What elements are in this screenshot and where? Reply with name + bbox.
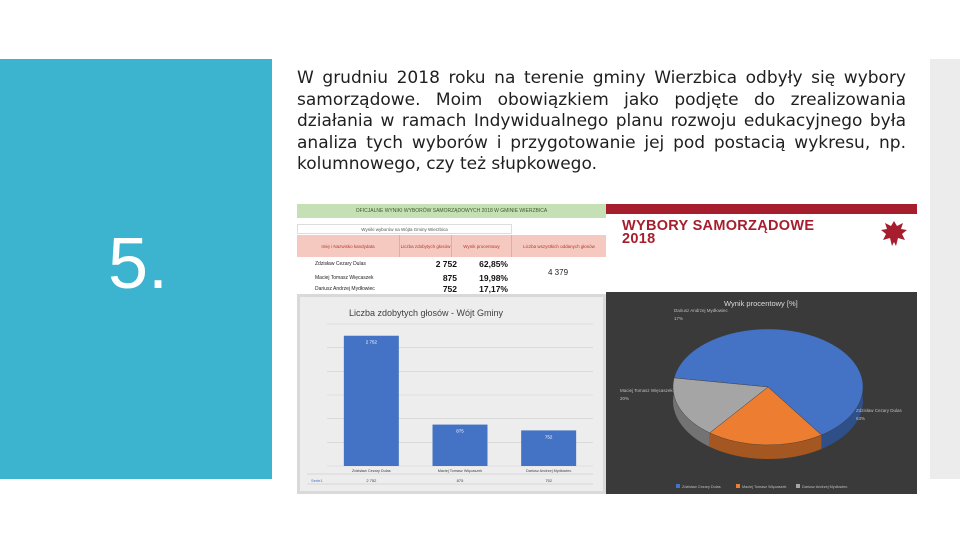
legend-swatch — [736, 484, 740, 488]
category-tick-label: Dariusz Andrzej Mydłowiec — [525, 469, 572, 473]
pie-chart-panel — [606, 292, 917, 494]
pie-chart-slices — [673, 329, 866, 459]
pie-category-label: Zdzisław Cezary Dulas — [856, 408, 902, 413]
banner-line-1: WYBORY SAMORZĄDOWE — [622, 218, 815, 234]
candidate-votes: 2 752 — [435, 259, 457, 269]
eagle-emblem-icon — [878, 218, 910, 250]
bar-chart-title: Liczba zdobytych głosów - Wójt Gminy — [349, 308, 504, 318]
candidate-name: Dariusz Andrzej Mydłowiec — [315, 286, 375, 292]
category-tick-label: Zdzisław Cezary Dulas — [352, 469, 391, 473]
bar — [344, 336, 399, 466]
header-votes: Liczba zdobytych głosów — [400, 235, 452, 257]
series-name-label: Serie1 — [311, 478, 323, 483]
candidate-name: Zdzisław Cezary Dulas — [315, 261, 366, 267]
legend-label: Zdzisław Cezary Dulas — [682, 485, 721, 489]
results-table-title: OFICJALNE WYNIKI WYBORÓW SAMORZĄDOWYCH 2018 W GMINIE WIERZBICA — [297, 204, 606, 218]
election-banner — [606, 204, 917, 292]
candidate-votes: 875 — [442, 273, 457, 283]
banner-title — [622, 220, 814, 246]
pie-category-label: Dariusz Andrzej Mydłowiec — [674, 308, 728, 313]
category-tick-label: Maciej Tomasz Więcaszek — [437, 469, 483, 473]
legend-swatch — [676, 484, 680, 488]
legend-label: Maciej Tomasz Więcaszek — [742, 485, 787, 489]
table-value-label: 2 752 — [366, 478, 377, 483]
legend-swatch — [796, 484, 800, 488]
pie-chart — [606, 292, 917, 494]
pie-category-label: Maciej Tomasz Więcaszek — [620, 388, 673, 393]
header-total: Liczba wszystkich oddanych głosów — [512, 235, 606, 257]
right-accent-band — [930, 59, 960, 479]
candidate-percent: 19,98% — [479, 273, 508, 283]
table-row — [297, 271, 512, 285]
bar-chart — [297, 294, 606, 494]
pie-chart-legend — [676, 484, 847, 489]
total-votes: 4 379 — [548, 268, 569, 277]
header-percent: Wynik procentowy — [452, 235, 512, 257]
candidate-name: Maciej Tomasz Więcaszek — [315, 275, 374, 281]
pie-chart-title: Wynik procentowy [%] — [724, 299, 798, 308]
bar-chart-panel — [297, 294, 606, 494]
bar-data-label: 875 — [456, 428, 464, 434]
banner-line-2: 2018 — [622, 231, 656, 247]
table-row — [297, 257, 512, 271]
pie-percent-label: 17% — [674, 316, 684, 321]
pie-percent-label: 20% — [620, 396, 630, 401]
bar-data-label: 2 752 — [365, 339, 377, 345]
results-table — [297, 204, 606, 294]
table-row — [297, 285, 512, 294]
pie-percent-label: 63% — [856, 416, 866, 421]
legend-label: Dariusz Andrzej Mydłowiec — [802, 485, 848, 489]
banner-stripe — [606, 204, 917, 214]
bar-data-label: 752 — [544, 434, 553, 440]
candidate-percent: 17,17% — [479, 284, 508, 294]
header-candidate: Imię i Nazwisko kandydata — [297, 235, 400, 257]
table-value-label: 752 — [545, 478, 553, 483]
results-table-subtitle: Wyniki wyborów na Wójta Gminy Wierzbica — [297, 224, 512, 234]
slide-body-text: W grudniu 2018 roku na terenie gminy Wierzbica odbyły się wybory samorządowe. Moim obowiązkiem jako podjęte do zrealizowania działania w ramach Indywidualnego planu rozwoju edukacyjnego była analiza tych wyborów i przygotowanie jej pod postacią wykresu, np. kolumnowego, czy też słupkowego. — [297, 68, 906, 174]
slide-number: 5. — [108, 224, 169, 304]
table-value-label: 875 — [456, 478, 464, 483]
candidate-percent: 62,85% — [479, 259, 508, 269]
candidate-votes: 752 — [442, 284, 457, 294]
